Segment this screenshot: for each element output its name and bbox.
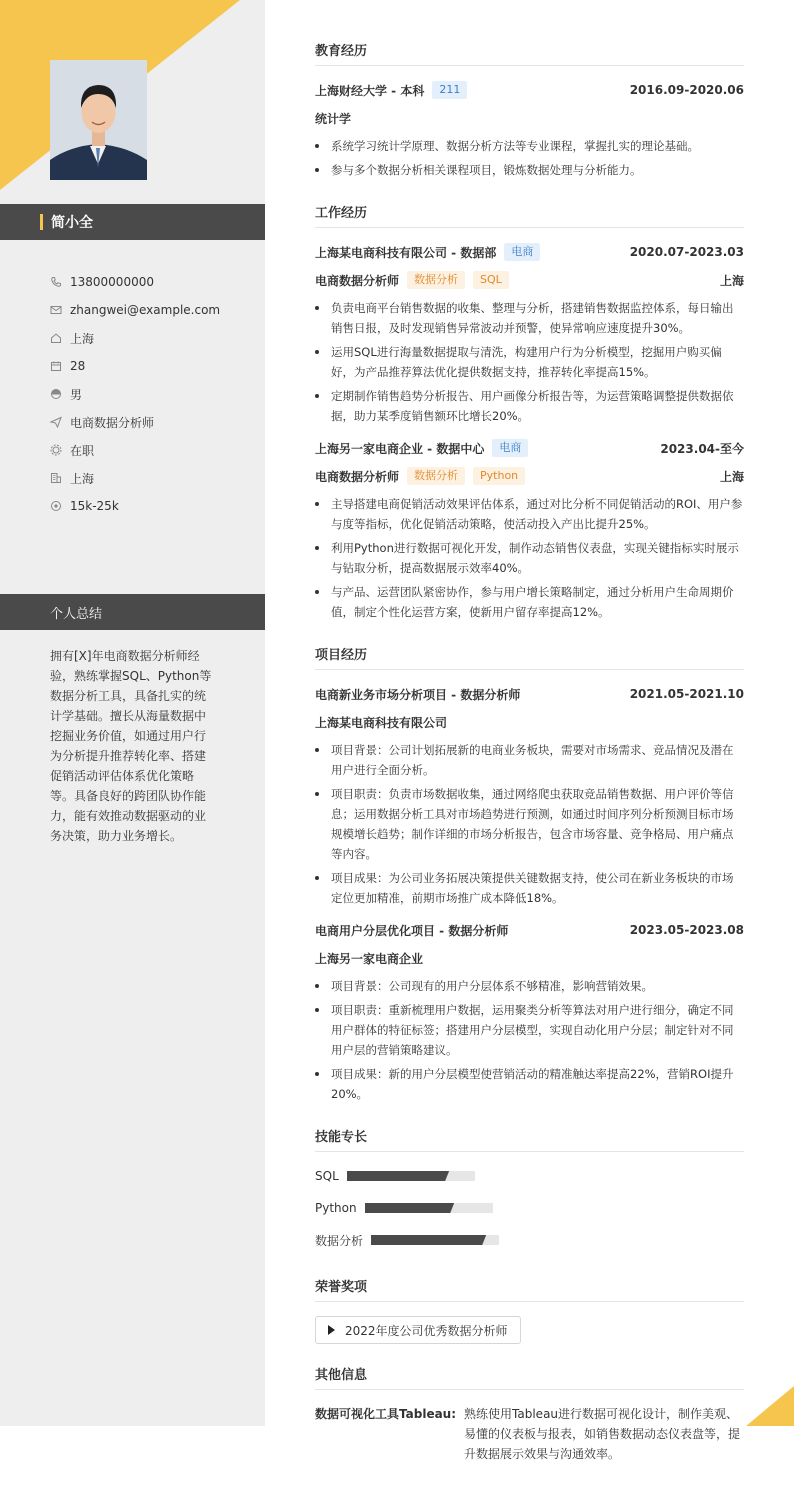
info-status xyxy=(50,436,250,464)
job-bullets xyxy=(315,494,744,622)
skill-tag: 数据分析 xyxy=(407,271,465,289)
project-date: 2021.05-2021.10 xyxy=(629,687,744,701)
summary-header xyxy=(0,594,265,630)
info-text: zhangwei@example.com xyxy=(70,303,221,317)
job-role-row xyxy=(315,466,744,486)
phone-icon xyxy=(50,276,62,288)
project-name: 电商新业务市场分析项目 - 数据分析师 xyxy=(315,687,521,702)
info-text: 28 xyxy=(70,359,86,373)
other-section xyxy=(315,1364,744,1464)
education-bullets xyxy=(315,136,744,180)
section-title: 技能专长 xyxy=(315,1126,744,1152)
avatar xyxy=(50,60,147,180)
list-item: 利用Python进行数据可视化开发，制作动态销售仪表盘，实现关键指标实时展示与钻取分析，提高数据展示效率40%。 xyxy=(315,538,744,578)
info-text: 15k-25k xyxy=(70,499,119,513)
list-item: 定期制作销售趋势分析报告、用户画像分析报告等，为运营策略调整提供数据依据，助力某季度销售额环比增长20%。 xyxy=(315,386,744,426)
project-company-row xyxy=(315,712,744,732)
salary-icon xyxy=(50,500,62,512)
list-item: 主导搭建电商促销活动效果评估体系，通过对比分析不同促销活动的ROI、用户参与度等指标，优化促销活动策略，使活动投入产出比提升25%。 xyxy=(315,494,744,534)
mail-icon xyxy=(50,304,62,316)
award-name: 2022年度公司优秀数据分析师 xyxy=(345,1323,508,1338)
major: 统计学 xyxy=(315,111,352,126)
candidate-name: 简小全 xyxy=(51,215,93,231)
skills-section xyxy=(315,1126,744,1262)
play-triangle-icon xyxy=(328,1325,335,1335)
section-title: 其他信息 xyxy=(315,1364,744,1390)
building-icon xyxy=(50,472,62,484)
list-item: 项目背景：公司现有的用户分层体系不够精准，影响营销效果。 xyxy=(315,976,744,996)
job-header-row xyxy=(315,438,744,458)
skill-bar-fill xyxy=(347,1171,449,1181)
list-item: 项目背景：公司计划拓展新的电商业务板块，需要对市场需求、竞品情况及潜在用户进行全面分析。 xyxy=(315,740,744,780)
job-entry xyxy=(315,438,744,622)
job-city: 上海 xyxy=(719,469,744,484)
decorative-corner-triangle xyxy=(746,1386,794,1426)
name-accent xyxy=(40,214,43,230)
summary-title: 个人总结 xyxy=(50,606,103,622)
school-name: 上海财经大学 - 本科 xyxy=(315,83,425,98)
main-content xyxy=(315,40,744,1486)
info-gender xyxy=(50,380,250,408)
gender-icon xyxy=(50,388,62,400)
info-text: 男 xyxy=(70,387,83,402)
info-text: 上海 xyxy=(70,331,95,346)
skill-bar xyxy=(365,1203,493,1213)
skill-name: 数据分析 xyxy=(315,1233,364,1248)
list-item: 系统学习统计学原理、数据分析方法等专业课程，掌握扎实的理论基础。 xyxy=(315,136,744,156)
list-item: 项目职责：负责市场数据收集，通过网络爬虫获取竞品销售数据、用户评价等信息；运用数据分析工具对市场趋势进行预测，如通过时间序列分析预测目标市场规模增长趋势；制作详细的市场分析报告，包含市场容量、竞争格局、用户痛点等内容。 xyxy=(315,784,744,864)
info-text: 电商数据分析师 xyxy=(70,415,155,430)
award-item xyxy=(315,1316,521,1344)
job-header-row xyxy=(315,242,744,262)
company-name: 上海某电商科技有限公司 - 数据部 xyxy=(315,245,497,260)
list-item: 负责电商平台销售数据的收集、整理与分析，搭建销售数据监控体系，每日输出销售日报，及时发现销售异常波动并预警，使异常响应速度提升30%。 xyxy=(315,298,744,338)
other-value: 熟练使用Tableau进行数据可视化设计，制作美观、易懂的仪表板与报表，如销售数据动态仪表盘等，提升数据展示效果与沟通效率。 xyxy=(464,1407,741,1461)
list-item: 项目成果：新的用户分层模型使营销活动的精准触达率提高22%，营销ROI提升20%。 xyxy=(315,1064,744,1104)
skill-bar xyxy=(347,1171,475,1181)
name-bar xyxy=(0,204,265,240)
project-name: 电商用户分层优化项目 - 数据分析师 xyxy=(315,923,509,938)
project-bullets xyxy=(315,740,744,908)
skill-bar-fill xyxy=(371,1235,486,1245)
home-icon xyxy=(50,332,62,344)
skill-bar-fill xyxy=(365,1203,455,1213)
info-text: 在职 xyxy=(70,443,95,458)
work-section xyxy=(315,202,744,622)
list-item: 项目成果：为公司业务拓展决策提供关键数据支持，使公司在新业务板块的市场定位更加精准，前期市场推广成本降低18%。 xyxy=(315,868,744,908)
project-entry xyxy=(315,920,744,1104)
skill-name: Python xyxy=(315,1201,357,1215)
job-role: 电商数据分析师 xyxy=(315,273,400,288)
skill-item xyxy=(315,1166,535,1186)
list-item: 与产品、运营团队紧密协作，参与用户增长策略制定，通过分析用户生命周期价值，制定个性化运营方案，使新用户留存率提高12%。 xyxy=(315,582,744,622)
job-entry xyxy=(315,242,744,426)
info-city xyxy=(50,464,250,492)
company-name: 上海另一家电商企业 - 数据中心 xyxy=(315,441,485,456)
project-company-row xyxy=(315,948,744,968)
education-date: 2016.09-2020.06 xyxy=(629,83,744,97)
section-title: 工作经历 xyxy=(315,202,744,228)
list-item: 参与多个数据分析相关课程项目，锻炼数据处理与分析能力。 xyxy=(315,160,744,180)
project-company: 上海另一家电商企业 xyxy=(315,951,424,966)
project-company: 上海某电商科技有限公司 xyxy=(315,715,448,730)
major-row xyxy=(315,108,744,128)
skill-name: SQL xyxy=(315,1169,339,1183)
industry-tag: 电商 xyxy=(492,439,528,457)
info-email xyxy=(50,296,250,324)
skill-tag: Python xyxy=(473,467,525,485)
send-icon xyxy=(50,416,62,428)
project-bullets xyxy=(315,976,744,1104)
summary-text: 拥有[X]年电商数据分析师经验，熟练掌握SQL、Python等数据分析工具，具备扎实的统计学基础。擅长从海量数据中挖掘业务价值，如通过用户行为分析提升推荐转化率、搭建促销活动评估体系优化策略等。具备良好的跨团队协作能力，能有效推动数据驱动的业务决策，助力业务增长。 xyxy=(50,649,212,843)
projects-section xyxy=(315,644,744,1104)
calendar-icon xyxy=(50,360,62,372)
job-role: 电商数据分析师 xyxy=(315,469,400,484)
project-header-row xyxy=(315,684,744,704)
skill-item xyxy=(315,1230,535,1250)
skill-tag: 数据分析 xyxy=(407,467,465,485)
education-section xyxy=(315,40,744,180)
sidebar xyxy=(0,0,265,1426)
education-header-row xyxy=(315,80,744,100)
info-home xyxy=(50,324,250,352)
list-item: 项目职责：重新梳理用户数据，运用聚类分析等算法对用户进行细分，确定不同用户群体的特征标签；搭建用户分层模型，实现自动化用户分层；制定针对不同用户层的营销策略建议。 xyxy=(315,1000,744,1060)
skill-tag: SQL xyxy=(473,271,509,289)
skill-item xyxy=(315,1198,535,1218)
school-tag: 211 xyxy=(432,81,467,99)
industry-tag: 电商 xyxy=(504,243,540,261)
section-title: 教育经历 xyxy=(315,40,744,66)
other-info-row xyxy=(315,1404,744,1464)
project-date: 2023.05-2023.08 xyxy=(629,923,744,937)
info-age xyxy=(50,352,250,380)
list-item: 运用SQL进行海量数据提取与清洗，构建用户行为分析模型，挖掘用户购买偏好，为产品推荐算法优化提供数据支持，推荐转化率提高15%。 xyxy=(315,342,744,382)
skill-bar xyxy=(371,1235,499,1245)
job-date: 2020.07-2023.03 xyxy=(629,245,744,259)
info-phone xyxy=(50,268,250,296)
section-title: 荣誉奖项 xyxy=(315,1276,744,1302)
info-salary xyxy=(50,492,250,520)
project-entry xyxy=(315,684,744,908)
job-date: 2023.04-至今 xyxy=(660,441,744,456)
job-bullets xyxy=(315,298,744,426)
info-position xyxy=(50,408,250,436)
status-icon xyxy=(50,444,62,456)
info-text: 13800000000 xyxy=(70,275,154,289)
info-text: 上海 xyxy=(70,471,95,486)
job-city: 上海 xyxy=(719,273,744,288)
project-header-row xyxy=(315,920,744,940)
section-title: 项目经历 xyxy=(315,644,744,670)
contact-info-list xyxy=(50,268,250,520)
other-key: 数据可视化工具Tableau: xyxy=(315,1407,457,1421)
skills-list xyxy=(315,1166,744,1262)
job-role-row xyxy=(315,270,744,290)
awards-section xyxy=(315,1276,744,1344)
